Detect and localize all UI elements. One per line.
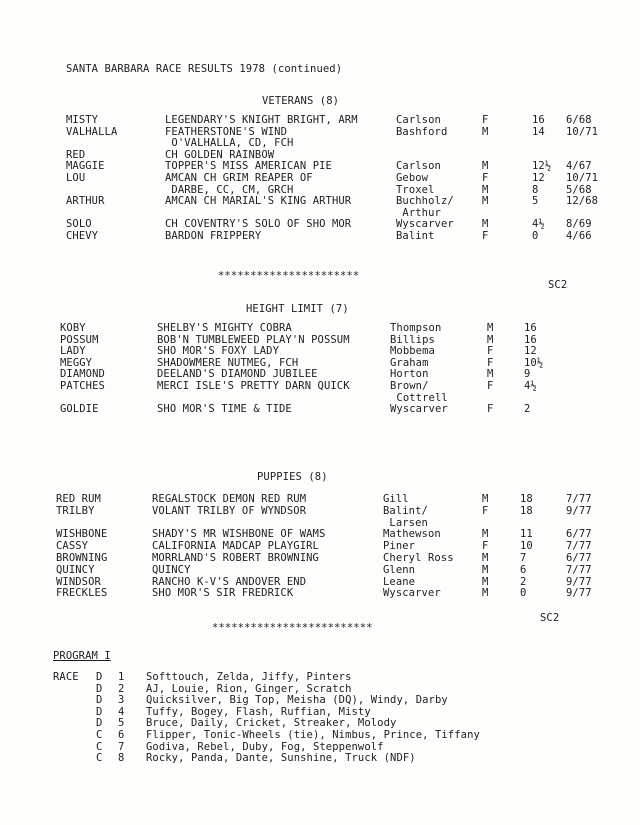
section-divider: ********************** bbox=[218, 270, 360, 282]
entry-call: KOBY bbox=[60, 322, 86, 334]
entry-reg: SHO MOR'S SIR FREDRICK bbox=[152, 587, 294, 600]
entry-call: TRILBY bbox=[56, 504, 95, 517]
race-number: 4 bbox=[118, 705, 125, 718]
entry-age: 11 bbox=[520, 528, 533, 541]
entry-sex: M bbox=[482, 160, 489, 173]
entry-reg: TOPPER'S MISS AMERICAN PIE bbox=[165, 160, 332, 173]
entry-age: 4½ bbox=[532, 218, 545, 231]
entry-age: 7 bbox=[520, 552, 527, 564]
entry-reg: O'VALHALLA, CD, FCH bbox=[165, 137, 294, 150]
entry-sex: M bbox=[482, 125, 489, 138]
entry-owner: Graham bbox=[390, 356, 429, 369]
entry-sex: F bbox=[482, 504, 489, 517]
entry-call: PATCHES bbox=[60, 380, 105, 392]
entry-sex: M bbox=[482, 575, 489, 588]
section-footnote: SC2 bbox=[548, 279, 568, 291]
entry-owner: Glenn bbox=[383, 563, 416, 576]
section-heading: HEIGHT LIMIT (7) bbox=[246, 303, 349, 315]
entry-reg: RANCHO K-V'S ANDOVER END bbox=[152, 575, 307, 588]
entry-reg: SHO MOR'S FOXY LADY bbox=[157, 345, 280, 358]
entry-date: 4/67 bbox=[566, 160, 592, 173]
entry-age: 12 bbox=[524, 345, 537, 358]
entry-sex: F bbox=[487, 345, 494, 358]
entry-reg: SHO MOR'S TIME & TIDE bbox=[157, 403, 292, 416]
entry-reg: DEELAND'S DIAMOND JUBILEE bbox=[157, 368, 318, 381]
entry-owner: Balint/ bbox=[383, 504, 428, 517]
entry-call: FRECKLES bbox=[56, 587, 108, 600]
entry-age: 6 bbox=[520, 563, 527, 576]
entry-call: RED bbox=[66, 148, 86, 161]
entry-reg: FEATHERSTONE'S WIND bbox=[165, 125, 288, 138]
race-entrants: Quicksilver, Big Top, Meisha (DQ), Windy, Darby bbox=[146, 694, 448, 707]
race-number: 3 bbox=[118, 694, 125, 707]
entry-call: CASSY bbox=[56, 540, 89, 553]
entry-sex: M bbox=[482, 493, 489, 505]
entry-sex: M bbox=[482, 218, 489, 231]
entry-owner: Carlson bbox=[396, 114, 441, 126]
entry-age: 8 bbox=[532, 183, 539, 196]
race-number: 6 bbox=[118, 729, 125, 741]
race-entrants: Tuffy, Bogey, Flash, Ruffian, Misty bbox=[146, 705, 371, 718]
race-number: 7 bbox=[118, 740, 125, 753]
entry-sex: M bbox=[482, 195, 489, 208]
entry-call: MEGGY bbox=[60, 356, 93, 369]
section-heading: VETERANS (8) bbox=[262, 95, 340, 107]
entry-age: 10½ bbox=[524, 356, 544, 369]
race-entrants: AJ, Louie, Rion, Ginger, Scratch bbox=[146, 682, 352, 695]
entry-sex: F bbox=[487, 380, 494, 392]
entry-call: SOLO bbox=[66, 218, 92, 231]
entry-age: 16 bbox=[524, 322, 537, 334]
entry-reg: LEGENDARY'S KNIGHT BRIGHT, ARM bbox=[165, 114, 358, 126]
entry-owner: Brown/ bbox=[390, 380, 429, 392]
entry-owner: Arthur bbox=[396, 206, 441, 219]
entry-sex: F bbox=[482, 540, 489, 553]
entry-reg: VOLANT TRILBY OF WYNDSOR bbox=[152, 504, 307, 517]
entry-age: 12½ bbox=[532, 160, 552, 173]
entry-owner: Piner bbox=[383, 540, 416, 553]
section-footnote: SC2 bbox=[540, 612, 560, 624]
entry-call: CHEVY bbox=[66, 230, 99, 242]
section-heading: PUPPIES (8) bbox=[257, 471, 328, 483]
entry-call: ARTHUR bbox=[66, 195, 105, 208]
entry-date: 4/66 bbox=[566, 230, 592, 242]
entry-sex: M bbox=[482, 528, 489, 541]
entry-call: BROWNING bbox=[56, 552, 108, 564]
entry-date: 6/77 bbox=[566, 528, 592, 541]
entry-owner: Wyscarver bbox=[390, 403, 448, 416]
entry-owner: Leane bbox=[383, 575, 416, 588]
race-number: 1 bbox=[118, 671, 125, 683]
entry-age: 4½ bbox=[524, 380, 537, 392]
entry-age: 0 bbox=[520, 587, 527, 600]
entry-owner: Larsen bbox=[383, 516, 428, 529]
entry-call: MAGGIE bbox=[66, 160, 105, 173]
entry-sex: M bbox=[487, 368, 494, 381]
entry-owner: Thompson bbox=[390, 322, 442, 334]
entry-sex: M bbox=[487, 322, 494, 334]
entry-reg: CH COVENTRY'S SOLO OF SHO MOR bbox=[165, 218, 352, 231]
entry-date: 10/71 bbox=[566, 172, 599, 184]
entry-call: DIAMOND bbox=[60, 368, 105, 381]
entry-date: 10/71 bbox=[566, 125, 599, 138]
entry-sex: F bbox=[482, 230, 489, 242]
entry-date: 9/77 bbox=[566, 504, 592, 517]
entry-reg: SHADY'S MR WISHBONE OF WAMS bbox=[152, 528, 326, 541]
entry-call: POSSUM bbox=[60, 333, 99, 346]
entry-owner: Wyscarver bbox=[396, 218, 454, 231]
section-divider: ************************* bbox=[212, 622, 373, 634]
race-class: D bbox=[96, 717, 103, 730]
entry-age: 18 bbox=[520, 493, 533, 505]
entry-date: 6/68 bbox=[566, 114, 592, 126]
entry-owner: Billips bbox=[390, 333, 435, 346]
race-label: RACE bbox=[53, 671, 79, 683]
entry-sex: F bbox=[487, 403, 494, 416]
entry-owner: Mobbema bbox=[390, 345, 435, 358]
race-entrants: Godiva, Rebel, Duby, Fog, Steppenwolf bbox=[146, 740, 384, 753]
entry-reg: REGALSTOCK DEMON RED RUM bbox=[152, 493, 307, 505]
race-number: 2 bbox=[118, 682, 125, 695]
entry-date: 7/77 bbox=[566, 540, 592, 553]
entry-reg: CH GOLDEN RAINBOW bbox=[165, 148, 275, 161]
race-entrants: Softtouch, Zelda, Jiffy, Pinters bbox=[146, 671, 352, 683]
entry-age: 12 bbox=[532, 172, 545, 184]
race-number: 5 bbox=[118, 717, 125, 730]
entry-owner: Mathewson bbox=[383, 528, 441, 541]
entry-sex: M bbox=[487, 333, 494, 346]
entry-date: 12/68 bbox=[566, 195, 599, 208]
entry-call: WINDSOR bbox=[56, 575, 101, 588]
entry-owner: Buchholz/ bbox=[396, 195, 454, 208]
entry-call: GOLDIE bbox=[60, 403, 99, 416]
entry-date: 9/77 bbox=[566, 587, 592, 600]
entry-age: 0 bbox=[532, 230, 539, 242]
race-entrants: Flipper, Tonic-Wheels (tie), Nimbus, Prince, Tiffany bbox=[146, 729, 480, 741]
entry-sex: M bbox=[482, 563, 489, 576]
entry-age: 14 bbox=[532, 125, 545, 138]
entry-call: LOU bbox=[66, 172, 86, 184]
entry-owner: Horton bbox=[390, 368, 429, 381]
race-entrants: Rocky, Panda, Dante, Sunshine, Truck (NDF) bbox=[146, 752, 416, 765]
race-class: D bbox=[96, 682, 103, 695]
entry-owner: Bashford bbox=[396, 125, 448, 138]
race-class: C bbox=[96, 740, 103, 753]
race-entrants: Bruce, Daily, Cricket, Streaker, Molody bbox=[146, 717, 397, 730]
entry-owner: Gebow bbox=[396, 172, 429, 184]
race-number: 8 bbox=[118, 752, 125, 765]
entry-owner: Cottrell bbox=[390, 391, 448, 404]
entry-reg: SHADOWMERE NUTMEG, FCH bbox=[157, 356, 299, 369]
entry-call: WISHBONE bbox=[56, 528, 108, 541]
entry-date: 9/77 bbox=[566, 575, 592, 588]
entry-date: 7/77 bbox=[566, 493, 592, 505]
entry-reg: BOB'N TUMBLEWEED PLAY'N POSSUM bbox=[157, 333, 350, 346]
entry-age: 16 bbox=[524, 333, 537, 346]
entry-date: 6/77 bbox=[566, 552, 592, 564]
entry-sex: M bbox=[482, 183, 489, 196]
entry-age: 5 bbox=[532, 195, 539, 208]
entry-sex: F bbox=[487, 356, 494, 369]
entry-owner: Cheryl Ross bbox=[383, 552, 454, 564]
entry-reg: AMCAN CH MARIAL'S KING ARTHUR bbox=[165, 195, 352, 208]
entry-call: VALHALLA bbox=[66, 125, 118, 138]
entry-call: RED RUM bbox=[56, 493, 101, 505]
entry-reg: DARBE, CC, CM, GRCH bbox=[165, 183, 294, 196]
entry-call: LADY bbox=[60, 345, 86, 358]
entry-sex: M bbox=[482, 587, 489, 600]
entry-owner: Troxel bbox=[396, 183, 435, 196]
entry-date: 5/68 bbox=[566, 183, 592, 196]
entry-reg: SHELBY'S MIGHTY COBRA bbox=[157, 322, 292, 334]
entry-reg: QUINCY bbox=[152, 563, 191, 576]
entry-reg: MERCI ISLE'S PRETTY DARN QUICK bbox=[157, 380, 350, 392]
race-class: D bbox=[96, 705, 103, 718]
entry-age: 2 bbox=[520, 575, 527, 588]
program-heading: PROGRAM I bbox=[53, 650, 111, 662]
entry-reg: MORRLAND'S ROBERT BROWNING bbox=[152, 552, 319, 564]
entry-age: 10 bbox=[520, 540, 533, 553]
race-class: D bbox=[96, 694, 103, 707]
entry-owner: Carlson bbox=[396, 160, 441, 173]
entry-sex: F bbox=[482, 172, 489, 184]
race-class: D bbox=[96, 671, 103, 683]
entry-reg: AMCAN CH GRIM REAPER OF bbox=[165, 172, 313, 184]
entry-owner: Wyscarver bbox=[383, 587, 441, 600]
entry-reg: CALIFORNIA MADCAP PLAYGIRL bbox=[152, 540, 319, 553]
race-class: C bbox=[96, 729, 103, 741]
entry-age: 18 bbox=[520, 504, 533, 517]
entry-sex: F bbox=[482, 114, 489, 126]
entry-age: 16 bbox=[532, 114, 545, 126]
entry-owner: Balint bbox=[396, 230, 435, 242]
entry-call: MISTY bbox=[66, 114, 99, 126]
entry-owner: Gill bbox=[383, 493, 409, 505]
entry-reg: BARDON FRIPPERY bbox=[165, 230, 262, 242]
entry-date: 8/69 bbox=[566, 218, 592, 231]
entry-age: 9 bbox=[524, 368, 531, 381]
page-title: SANTA BARBARA RACE RESULTS 1978 (continued) bbox=[66, 63, 343, 75]
entry-sex: M bbox=[482, 552, 489, 564]
entry-date: 7/77 bbox=[566, 563, 592, 576]
entry-age: 2 bbox=[524, 403, 531, 416]
race-class: C bbox=[96, 752, 103, 765]
entry-call: QUINCY bbox=[56, 563, 95, 576]
